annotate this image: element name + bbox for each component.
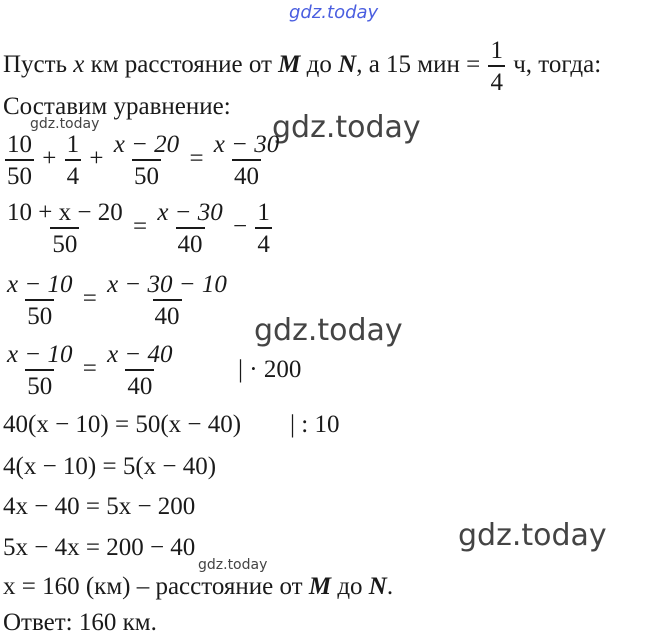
- fraction: $\frac{10 + x - 20}{50}$: [7, 199, 123, 258]
- divide-note: | : 10: [290, 411, 340, 438]
- operator: =: [82, 285, 97, 313]
- point-n: N: [368, 573, 387, 600]
- equation-2: [3, 200, 274, 257]
- intro-text: , а 15 мин =: [356, 51, 481, 79]
- watermark: gdz.today: [198, 557, 268, 573]
- fraction: $\frac{x - 30}{40}$: [213, 131, 280, 190]
- operator: =: [132, 213, 148, 241]
- operator: +: [42, 145, 57, 173]
- compose-heading: Составим уравнение:: [3, 93, 231, 120]
- equation-5: [3, 412, 241, 437]
- fraction: $\frac{x - 10}{50}$: [7, 271, 73, 330]
- watermark: gdz.today: [254, 313, 403, 348]
- intro-text: Пусть: [3, 51, 67, 79]
- result-text: до: [337, 573, 363, 600]
- operator: −: [233, 213, 248, 241]
- result-text: .: [386, 573, 394, 600]
- point-m: M: [278, 51, 301, 79]
- watermark: gdz.today: [30, 116, 100, 132]
- equation-4: [3, 342, 177, 399]
- fraction: $\frac{1}{4}$: [257, 199, 270, 258]
- equation-text: 40(x − 10) = 50(x − 40): [3, 411, 242, 438]
- intro-line: [3, 38, 601, 95]
- watermark-top: gdz.today: [289, 2, 379, 23]
- equation-7: 4x − 40 = 5x − 200: [3, 493, 196, 520]
- fraction: $\frac{x - 30 - 10}{40}$: [107, 271, 227, 330]
- point-n: N: [338, 51, 357, 79]
- fraction: $\frac{x - 20}{50}$: [113, 131, 180, 190]
- watermark: gdz.today: [458, 518, 607, 553]
- fraction: $\frac{1}{4}$: [66, 131, 80, 190]
- fraction: $\frac{x - 30}{40}$: [157, 199, 223, 258]
- intro-text: км расстояние от: [90, 51, 272, 79]
- operator: =: [189, 145, 204, 173]
- fraction-quarter: $\frac{1}{4}$: [490, 37, 503, 96]
- equation-1: [3, 132, 283, 189]
- equation-6: 4(x − 10) = 5(x − 40): [3, 453, 217, 480]
- operator: +: [89, 145, 104, 173]
- equation-9: [3, 574, 393, 599]
- var-x: x: [73, 51, 85, 79]
- operator: =: [82, 355, 97, 383]
- result-text: x = 160 (км) – расстояние от: [3, 573, 303, 600]
- answer: Ответ: 160 км.: [3, 609, 157, 636]
- watermark: gdz.today: [272, 110, 421, 145]
- multiply-note: | · 200: [238, 356, 302, 383]
- point-m: M: [308, 573, 332, 600]
- equation-8: 5x − 4x = 200 − 40: [3, 534, 196, 561]
- fraction: $\frac{10}{50}$: [7, 131, 32, 190]
- fraction: $\frac{x - 10}{50}$: [7, 341, 73, 400]
- fraction: $\frac{x - 40}{40}$: [107, 341, 173, 400]
- intro-text: ч, тогда:: [513, 51, 602, 79]
- equation-3: [3, 272, 231, 329]
- intro-text: до: [306, 51, 332, 79]
